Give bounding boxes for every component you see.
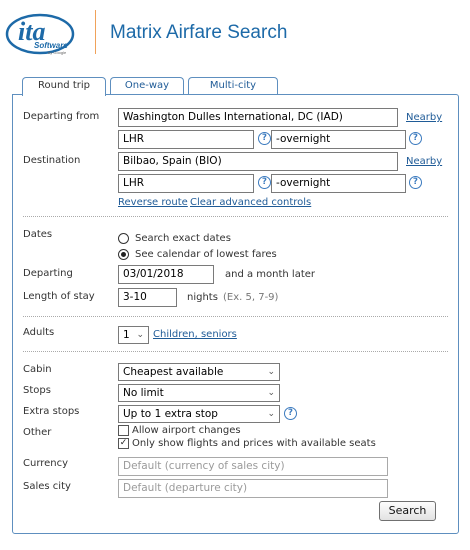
origin-connection-help-icon[interactable]: ? <box>258 132 271 145</box>
tab-multi-city[interactable]: Multi-city <box>188 77 278 95</box>
dates-label: Dates <box>23 229 53 240</box>
adults-select[interactable] <box>118 326 149 344</box>
origin-nearby-link[interactable]: Nearby <box>406 112 443 123</box>
app-header <box>0 0 470 64</box>
exact-dates-label: Search exact dates <box>135 233 231 244</box>
section-divider <box>23 316 448 317</box>
calendar-option-label: See calendar of lowest fares <box>135 249 277 260</box>
currency-input[interactable]: Default (currency of sales city) <box>118 457 388 476</box>
chevron-down-icon: ⌄ <box>267 367 275 377</box>
extra-stops-label: Extra stops <box>23 406 80 417</box>
extra-stops-select[interactable] <box>118 405 280 423</box>
origin-extension-input[interactable]: -overnight <box>271 130 406 149</box>
logo-text: ita <box>18 17 46 46</box>
reverse-route-link[interactable]: Reverse route <box>118 197 188 208</box>
length-of-stay-input[interactable]: 3-10 <box>118 288 177 307</box>
chevron-down-icon: ⌄ <box>267 409 275 419</box>
nights-hint: (Ex. 5, 7-9) <box>223 292 279 303</box>
calendar-radio[interactable] <box>118 249 129 260</box>
departing-range-text: and a month later <box>225 269 316 280</box>
cabin-label: Cabin <box>23 364 52 375</box>
origin-extension-help-icon[interactable]: ? <box>409 132 422 145</box>
sales-city-input[interactable]: Default (departure city) <box>118 479 388 498</box>
ita-software-logo[interactable] <box>4 10 84 56</box>
destination-extension-help-icon[interactable]: ? <box>409 176 422 189</box>
nights-label: nights <box>187 292 218 303</box>
search-button[interactable]: Search <box>379 501 436 521</box>
chevron-down-icon: ⌄ <box>136 330 144 340</box>
destination-extension-input[interactable]: -overnight <box>271 174 406 193</box>
destination-nearby-link[interactable]: Nearby <box>406 156 443 167</box>
header-divider <box>95 10 96 54</box>
stops-select-value: No limit <box>123 387 164 399</box>
departing-from-label: Departing from <box>23 111 100 122</box>
exact-dates-radio[interactable] <box>118 233 129 244</box>
length-of-stay-label: Length of stay <box>23 291 95 302</box>
cabin-select[interactable] <box>118 363 280 381</box>
tab-one-way[interactable]: One-way <box>110 77 184 95</box>
section-divider <box>23 216 448 217</box>
chevron-down-icon: ⌄ <box>267 388 275 398</box>
origin-input[interactable]: Washington Dulles International, DC (IAD) <box>118 108 398 127</box>
destination-connection-help-icon[interactable]: ? <box>258 176 271 189</box>
allow-airport-changes-checkbox[interactable] <box>118 425 129 436</box>
logo-sub: Software <box>34 41 68 50</box>
page-title: Matrix Airfare Search <box>110 22 288 43</box>
allow-airport-changes-label: Allow airport changes <box>132 425 241 436</box>
tab-round-trip[interactable]: Round trip <box>22 77 106 96</box>
clear-advanced-controls-link[interactable]: Clear advanced controls <box>190 197 312 208</box>
stops-label: Stops <box>23 385 51 396</box>
destination-connection-input[interactable]: LHR <box>118 174 254 193</box>
search-form-panel <box>12 94 459 534</box>
extra-stops-help-icon[interactable]: ? <box>284 407 297 420</box>
destination-label: Destination <box>23 155 81 166</box>
only-available-seats-label: Only show flights and prices with available seats <box>132 438 376 449</box>
only-available-seats-checkbox[interactable]: ✓ <box>119 438 128 448</box>
departing-date-label: Departing <box>23 268 73 279</box>
adults-select-value: 1 <box>123 329 130 341</box>
other-label: Other <box>23 427 52 438</box>
children-seniors-link[interactable]: Children, seniors <box>153 329 237 340</box>
logo-by: by Google <box>48 50 67 55</box>
section-divider <box>23 351 448 352</box>
currency-label: Currency <box>23 458 69 469</box>
stops-select[interactable] <box>118 384 280 402</box>
destination-input[interactable]: Bilbao, Spain (BIO) <box>118 152 398 171</box>
departing-date-input[interactable]: 03/01/2018 <box>118 265 214 284</box>
cabin-select-value: Cheapest available <box>123 366 224 378</box>
origin-connection-input[interactable]: LHR <box>118 130 254 149</box>
extra-stops-select-value: Up to 1 extra stop <box>123 408 218 420</box>
adults-label: Adults <box>23 327 55 338</box>
sales-city-label: Sales city <box>23 481 71 492</box>
